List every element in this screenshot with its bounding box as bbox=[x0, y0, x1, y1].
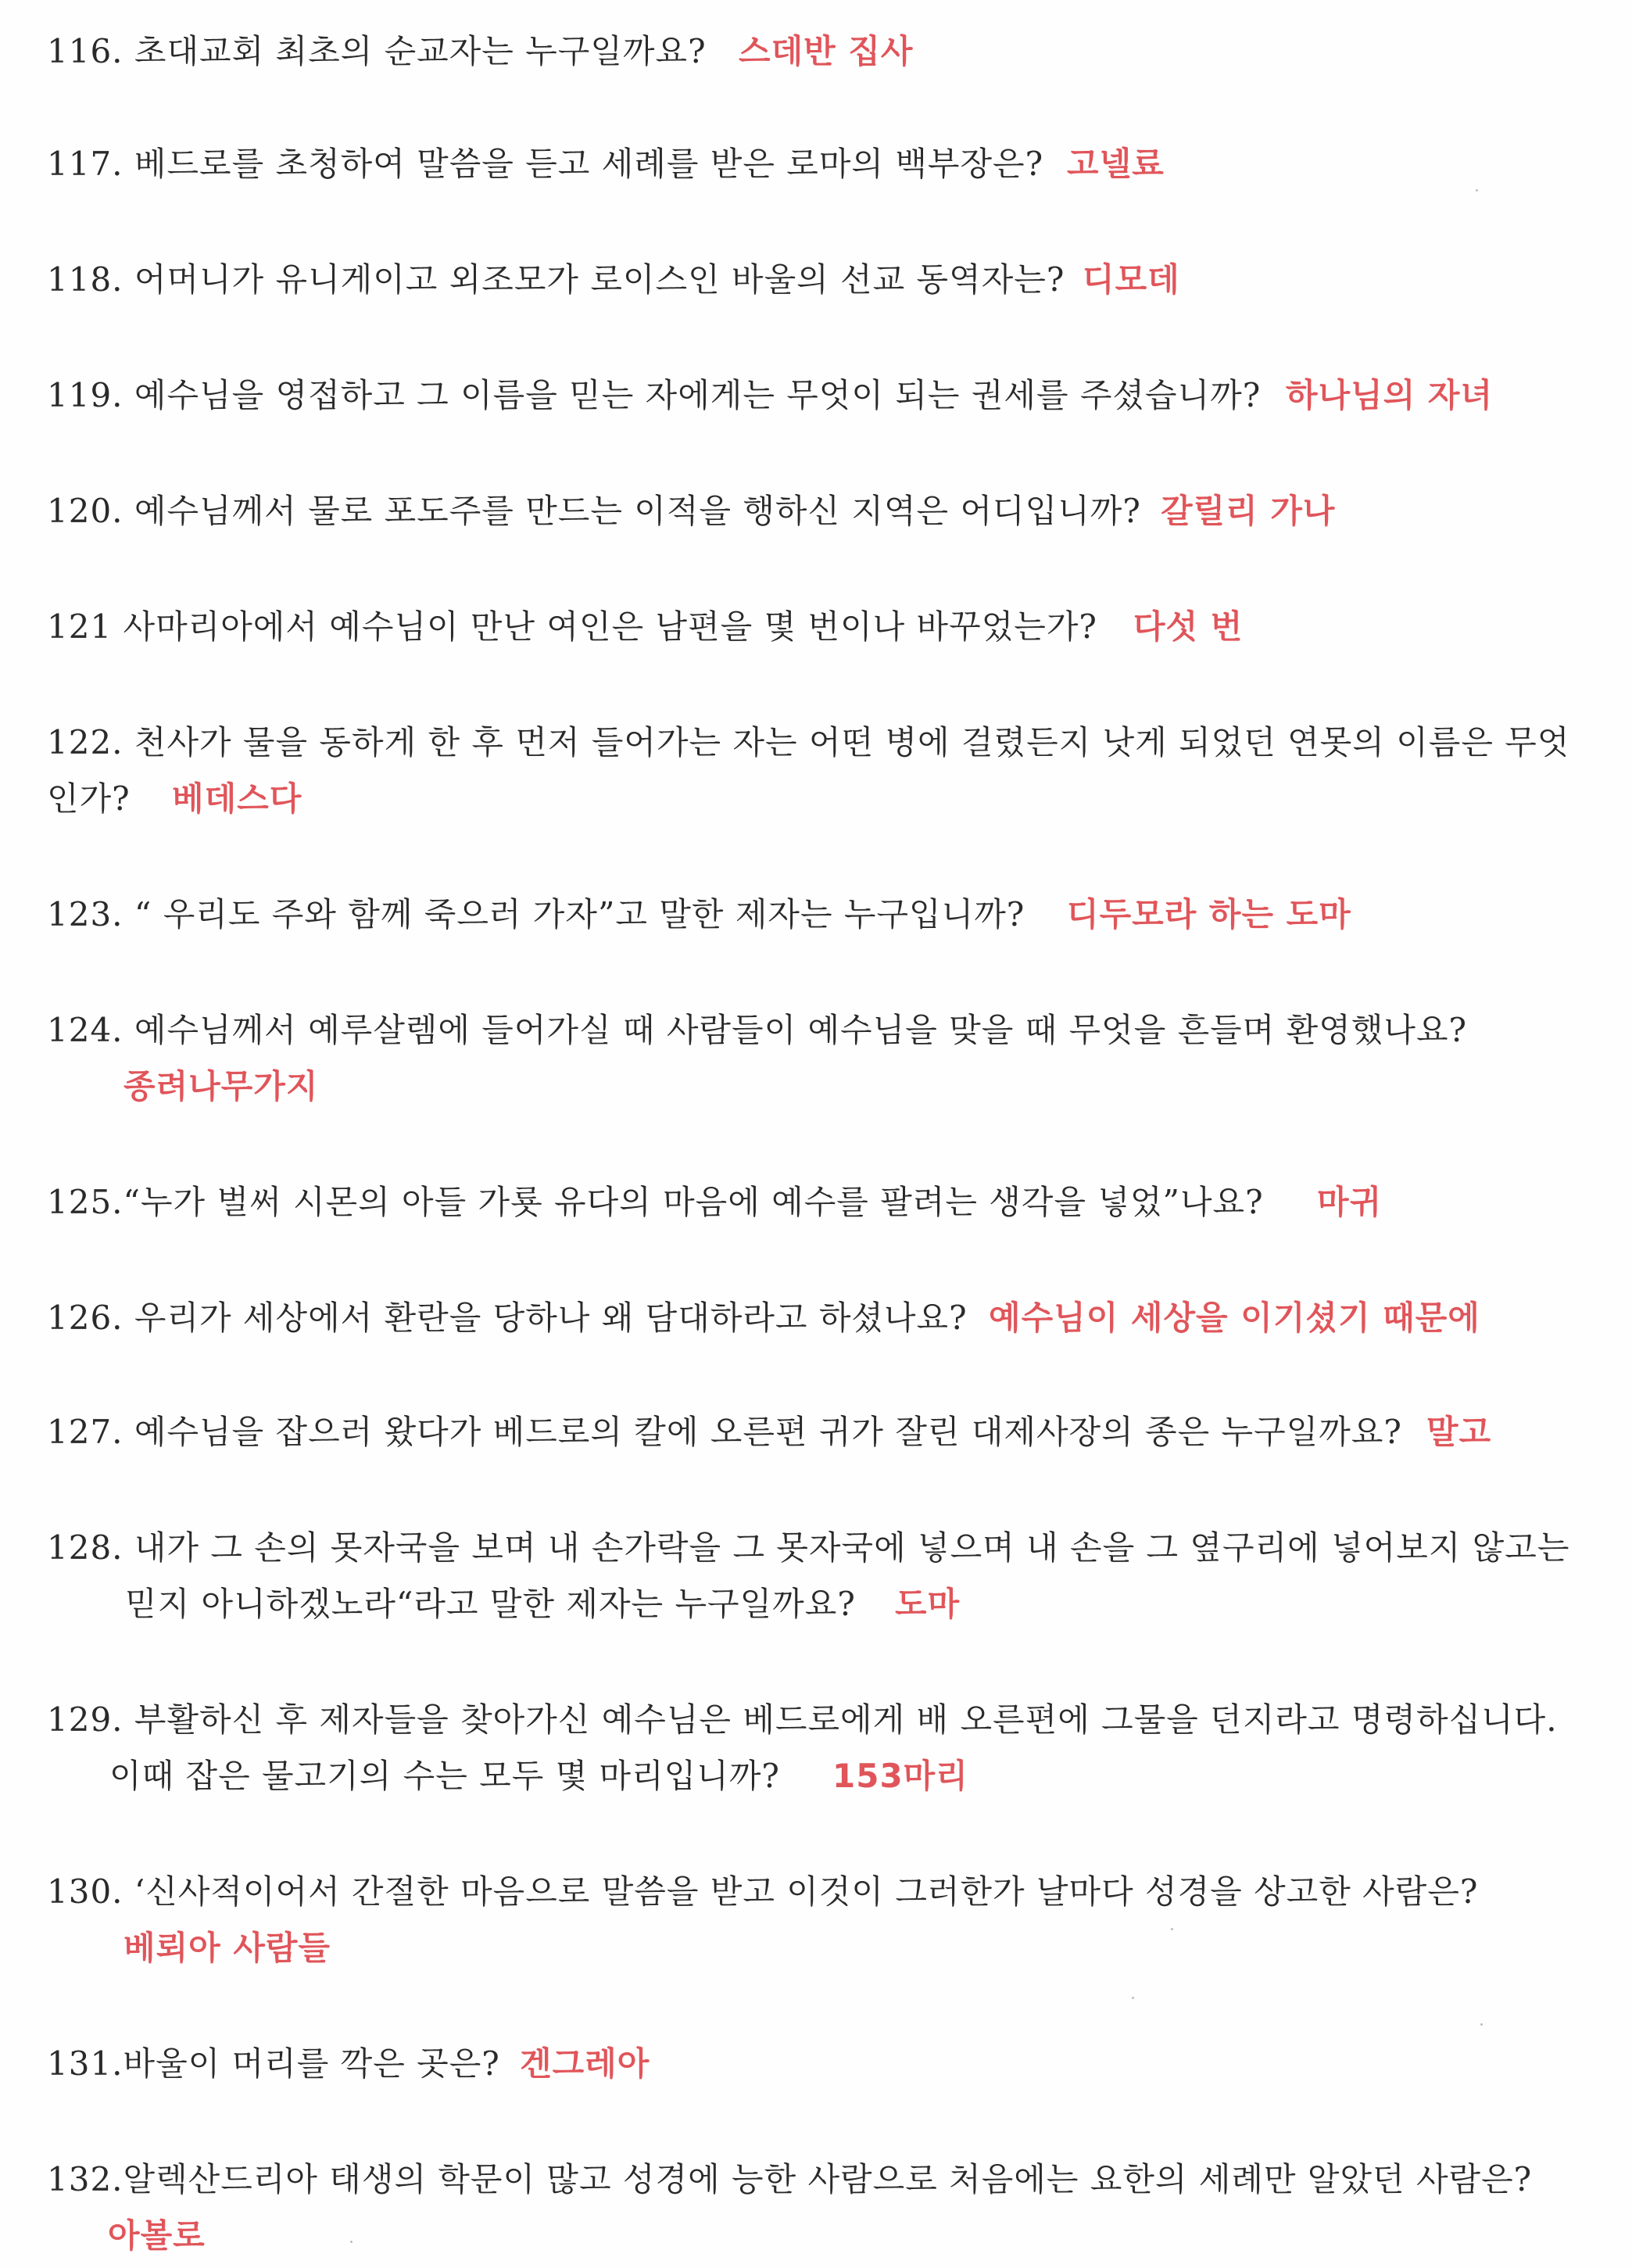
answer-text: 153마리 bbox=[832, 1757, 968, 1795]
question-text: 127. 예수님을 잡으러 왔다가 베드로의 칼에 오른편 귀가 잘린 대제사장의 종은 누구일까요? bbox=[47, 1413, 1402, 1451]
scan-speck bbox=[350, 2241, 353, 2243]
answer-text: 겐그레아 bbox=[520, 2044, 650, 2083]
answer-text: 고넬료 bbox=[1067, 145, 1165, 183]
answer-text: 종려나무가지 bbox=[123, 1067, 319, 1105]
question-text: 118. 어머니가 유니게이고 외조모가 로이스인 바울의 선교 동역자는? bbox=[47, 260, 1065, 299]
question-text: 124. 예수님께서 예루살렘에 들어가실 때 사람들이 예수님을 맞을 때 무엇을 흔들며 환영했나요? bbox=[47, 1011, 1468, 1049]
question-text: 123. “ 우리도 주와 함께 죽으러 가자”고 말한 제자는 누구입니까? bbox=[47, 895, 1025, 933]
question-text: 이때 잡은 물고기의 수는 모두 몇 마리입니까? bbox=[109, 1757, 780, 1795]
answer-text: 말고 bbox=[1426, 1413, 1492, 1451]
question-text: 130. ‘신사적이어서 간절한 마음으로 말씀을 받고 이것이 그러한가 날마다 성경을 상고한 사람은? bbox=[47, 1872, 1479, 1911]
question-text: 119. 예수님을 영접하고 그 이름을 믿는 자에게는 무엇이 되는 권세를 주셨습니까? bbox=[47, 376, 1262, 414]
answer-text: 도마 bbox=[895, 1585, 961, 1623]
answer-text: 베뢰아 사람들 bbox=[123, 1929, 331, 1967]
scan-speck bbox=[1132, 1997, 1134, 1999]
question-text: 131.바울이 머리를 깍은 곳은? bbox=[47, 2044, 500, 2083]
question-text: 132.알렉산드리아 태생의 학문이 많고 성경에 능한 사람으로 처음에는 요한의 세례만 알았던 사람은? bbox=[47, 2160, 1533, 2198]
question-text: 117. 베드로를 초청하여 말씀을 듣고 세례를 받은 로마의 백부장은? bbox=[47, 145, 1044, 183]
answer-text: 디모데 bbox=[1083, 260, 1180, 299]
question-text: 129. 부활하신 후 제자들을 찾아가신 예수님은 베드로에게 배 오른편에 그물을 던지라고 명령하십니다. bbox=[47, 1700, 1558, 1739]
question-text: 126. 우리가 세상에서 환란을 당하나 왜 담대하라고 하셨나요? bbox=[47, 1299, 968, 1337]
answer-text: 아볼로 bbox=[108, 2216, 206, 2255]
scan-speck bbox=[1480, 2023, 1483, 2026]
answer-text: 디두모라 하는 도마 bbox=[1067, 895, 1351, 933]
answer-text: 예수님이 세상을 이기셨기 때문에 bbox=[989, 1299, 1480, 1337]
answer-text: 스데반 집사 bbox=[739, 32, 914, 70]
question-text: 믿지 아니하겠노라“라고 말한 제자는 누구일까요? bbox=[125, 1585, 856, 1623]
question-text: 인가? bbox=[47, 779, 131, 818]
scan-speck bbox=[1171, 1928, 1173, 1930]
answer-text: 하나님의 자녀 bbox=[1286, 376, 1494, 414]
question-text: 120. 예수님께서 물로 포도주를 만드는 이적을 행하신 지역은 어디입니까? bbox=[47, 492, 1141, 530]
answer-text: 마귀 bbox=[1317, 1183, 1383, 1221]
answer-text: 갈릴리 가나 bbox=[1161, 492, 1336, 530]
question-text: 125.“누가 벌써 시몬의 아들 가룟 유다의 마음에 예수를 팔려는 생각을 넣었”나요? bbox=[47, 1183, 1264, 1221]
answer-text: 다섯 번 bbox=[1133, 607, 1244, 646]
question-text: 128. 내가 그 손의 못자국을 보며 내 손가락을 그 못자국에 넣으며 내 손을 그 옆구리에 넣어보지 않고는 bbox=[47, 1528, 1570, 1567]
question-text: 116. 초대교회 최초의 순교자는 누구일까요? bbox=[47, 32, 707, 70]
answer-text: 베데스다 bbox=[172, 779, 302, 818]
question-text: 121 사마리아에서 예수님이 만난 여인은 남편을 몇 번이나 바꾸었는가? bbox=[47, 607, 1097, 646]
question-text: 122. 천사가 물을 동하게 한 후 먼저 들어가는 자는 어떤 병에 걸렸든지 낫게 되었던 연못의 이름은 무엇 bbox=[47, 723, 1570, 761]
scan-speck bbox=[1476, 189, 1478, 192]
